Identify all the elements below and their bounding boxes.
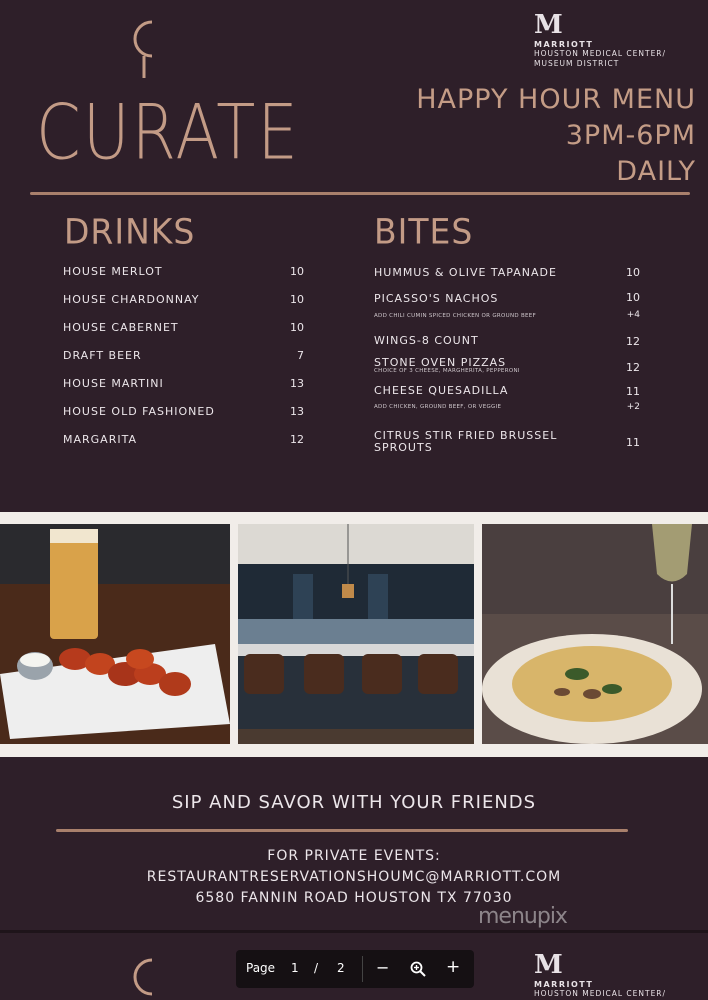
brand-name: CURATE xyxy=(36,90,300,178)
curate-logo-icon xyxy=(126,954,162,1000)
toolbar-divider xyxy=(362,956,363,982)
marriott-brand: MARRIOTT xyxy=(534,40,594,49)
drink-item: DRAFT BEER xyxy=(63,349,142,362)
hotel-location-line2: MUSEUM DISTRICT xyxy=(534,59,620,68)
marriott-m-icon: M xyxy=(534,10,561,40)
total-pages: 2 xyxy=(337,961,345,975)
hotel-location-line1: HOUSTON MEDICAL CENTER/ xyxy=(534,49,667,58)
drink-price: 13 xyxy=(290,377,304,390)
bite-item-continued: SPROUTS xyxy=(374,441,433,454)
marriott-brand: MARRIOTT xyxy=(534,980,594,989)
reservation-email[interactable]: RESTAURANTRESERVATIONSHOUMC@MARRIOTT.COM xyxy=(146,869,562,885)
pasta-wine-photo xyxy=(482,524,708,744)
restaurant-address: 6580 FANNIN ROAD HOUSTON TX 77030 xyxy=(195,890,513,906)
pdf-viewer-toolbar xyxy=(236,950,474,988)
marriott-logo-next-page xyxy=(534,952,704,999)
page-break xyxy=(0,930,708,933)
drinks-title: DRINKS xyxy=(64,211,196,252)
drink-price: 10 xyxy=(290,321,304,334)
bite-price: 12 xyxy=(626,335,640,348)
drink-price: 7 xyxy=(297,349,304,362)
drink-price: 10 xyxy=(290,265,304,278)
bite-item: PICASSO'S NACHOS xyxy=(374,292,499,305)
bite-addon-price: +2 xyxy=(626,402,640,412)
happy-hour-title: HAPPY HOUR MENU xyxy=(416,84,696,115)
happy-hour-days: DAILY xyxy=(616,156,696,187)
marriott-logo xyxy=(534,12,704,69)
drink-price: 13 xyxy=(290,405,304,418)
zoom-icon[interactable] xyxy=(410,961,426,977)
drink-item: MARGARITA xyxy=(63,433,137,446)
bite-item: WINGS-8 COUNT xyxy=(374,334,479,347)
drink-item: HOUSE CHARDONNAY xyxy=(63,293,200,306)
bite-item: CITRUS STIR FRIED BRUSSEL xyxy=(374,429,558,442)
bite-addon-price: +4 xyxy=(626,310,640,320)
page-separator: / xyxy=(314,961,319,975)
page-label: Page xyxy=(246,961,276,975)
current-page-input[interactable]: 1 xyxy=(291,961,299,975)
drink-item: HOUSE MERLOT xyxy=(63,265,163,278)
bite-price: 12 xyxy=(626,361,640,374)
zoom-in-button[interactable]: + xyxy=(446,957,461,977)
bite-price: 10 xyxy=(626,266,640,279)
marriott-m-icon: M xyxy=(534,950,561,980)
bite-note: ADD CHICKEN, GROUND BEEF, OR VEGGIE xyxy=(374,404,502,410)
bite-price: 10 xyxy=(626,291,640,304)
drink-item: HOUSE CABERNET xyxy=(63,321,179,334)
happy-hour-heading xyxy=(416,82,696,190)
bite-note: ADD CHILI CUMIN SPICED CHICKEN OR GROUND BEEF xyxy=(374,313,537,319)
wings-beer-photo xyxy=(0,524,230,744)
photo-strip xyxy=(0,512,708,757)
bite-note: CHOICE OF 3 CHEESE, MARGHERITA, PEPPERONI xyxy=(374,368,520,374)
tagline: SIP AND SAVOR WITH YOUR FRIENDS xyxy=(171,792,537,813)
menupix-watermark: menupix xyxy=(478,904,567,929)
drink-item: HOUSE MARTINI xyxy=(63,377,164,390)
bite-item: HUMMUS & OLIVE TAPANADE xyxy=(374,266,557,279)
drink-price: 10 xyxy=(290,293,304,306)
drink-price: 12 xyxy=(290,433,304,446)
bite-price: 11 xyxy=(626,436,640,449)
footer-divider xyxy=(56,829,628,832)
curate-logo-icon xyxy=(126,14,162,80)
private-events-label: FOR PRIVATE EVENTS: xyxy=(267,848,441,864)
bite-item: STONE OVEN PIZZAS xyxy=(374,356,507,369)
header-divider xyxy=(30,192,690,195)
bar-interior-photo xyxy=(238,524,474,744)
zoom-out-button[interactable]: − xyxy=(376,958,390,977)
drink-item: HOUSE OLD FASHIONED xyxy=(63,405,215,418)
bite-price: 11 xyxy=(626,385,640,398)
bites-title: BITES xyxy=(374,211,474,252)
hotel-location-line1: HOUSTON MEDICAL CENTER/ xyxy=(534,989,667,998)
bite-item: CHEESE QUESADILLA xyxy=(374,384,509,397)
happy-hour-time: 3PM-6PM xyxy=(565,120,696,151)
